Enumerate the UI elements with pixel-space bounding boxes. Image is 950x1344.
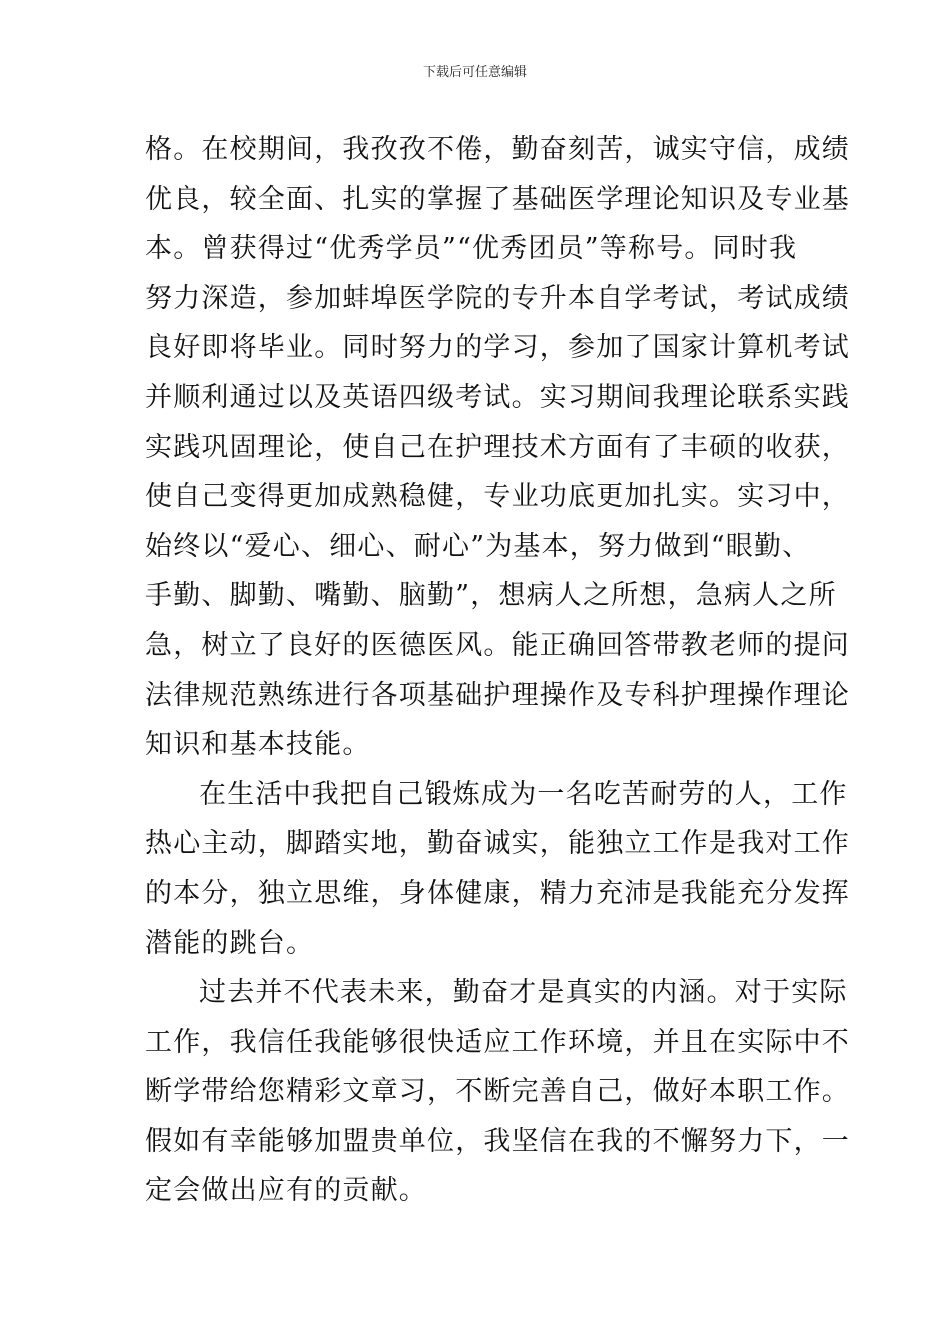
paragraph-1 (145, 125, 850, 770)
text-line: 并顺利通过以及英语四级考试。实习期间我理论联系实践 (145, 381, 850, 413)
text-line: 使自己变得更加成熟稳健，专业功底更加扎实。实习中， (145, 481, 850, 513)
text-line: 的本分，独立思维，身体健康，精力充沛是我能充分发挥 (145, 877, 850, 909)
paragraph-2 (145, 770, 850, 968)
text-line: 实践巩固理论，使自己在护理技术方面有了丰硕的收获， (145, 431, 850, 463)
text-line: 定会做出应有的贡献。 (145, 1175, 427, 1207)
text-line: 手勤、脚勤、嘴勤、脑勤”，想病人之所想，急病人之所 (145, 580, 837, 612)
text-line: 断学带给您精彩文章习，不断完善自己，做好本职工作。 (145, 1076, 850, 1108)
text-line: 在生活中我把自己锻炼成为一名吃苦耐劳的人，工作 (199, 778, 848, 810)
text-line: 假如有幸能够加盟贵单位，我坚信在我的不懈努力下，一 (145, 1125, 850, 1157)
text-line: 始终以“爱心、细心、耐心”为基本，努力做到“眼勤、 (145, 530, 811, 562)
document-body (145, 125, 850, 1216)
text-line: 优良，较全面、扎实的掌握了基础医学理论知识及专业基 (145, 183, 850, 215)
text-line: 知识和基本技能。 (145, 729, 371, 761)
paragraph-3 (145, 968, 850, 1216)
text-line: 急，树立了良好的医德医风。能正确回答带教老师的提问 (145, 629, 850, 661)
text-line: 良好即将毕业。同时努力的学习，参加了国家计算机考试 (145, 332, 850, 364)
text-line: 热心主动，脚踏实地，勤奋诚实，能独立工作是我对工作 (145, 828, 850, 860)
text-line: 工作，我信任我能够很快适应工作环境，并且在实际中不 (145, 1026, 850, 1058)
text-line: 本。曾获得过“优秀学员”“优秀团员”等称号。同时我 (145, 233, 798, 265)
text-line: 潜能的跳台。 (145, 927, 315, 959)
page-header: 下载后可任意编辑 (422, 65, 527, 80)
text-line: 法律规范熟练进行各项基础护理操作及专科护理操作理论 (145, 679, 850, 711)
text-line: 格。在校期间，我孜孜不倦，勤奋刻苦，诚实守信，成绩 (145, 134, 850, 165)
text-line: 过去并不代表未来，勤奋才是真实的内涵。对于实际 (199, 977, 848, 1009)
text-line: 努力深造，参加蚌埠医学院的专升本自学考试，考试成绩 (145, 282, 850, 314)
